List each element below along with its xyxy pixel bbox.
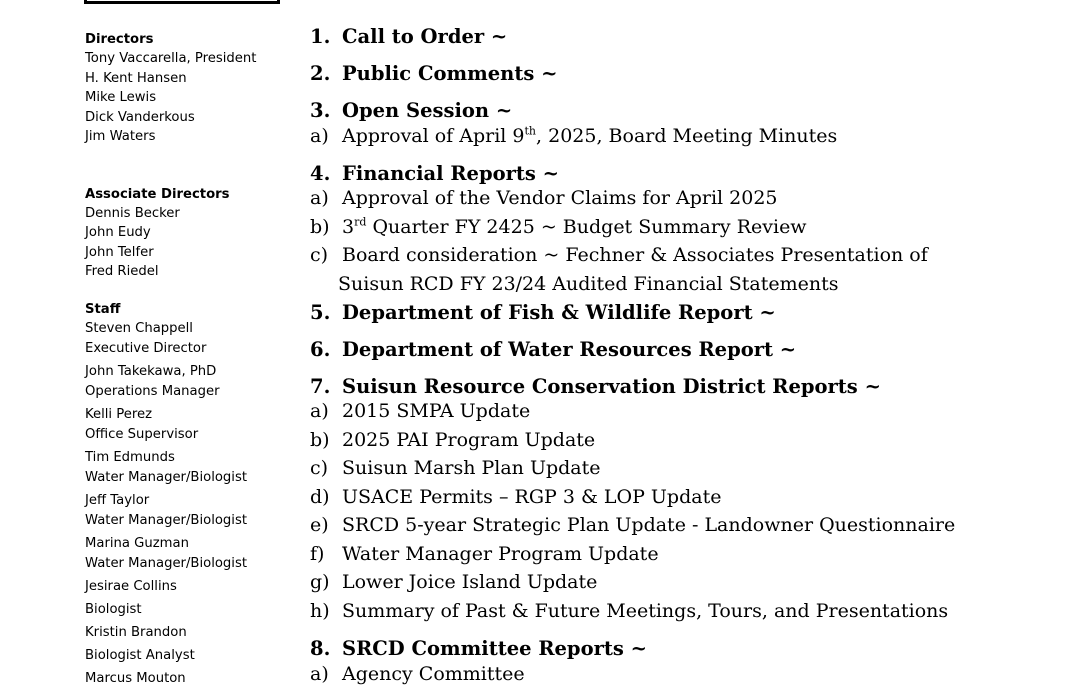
agenda-item-srcd-reports	[310, 375, 881, 398]
agenda-subitem-continuation: Suisun RCD FY 23/24 Audited Financial Statements	[338, 273, 839, 295]
directors-heading: Directors	[85, 32, 154, 47]
agenda-subitem	[310, 514, 955, 536]
subitem-text: 2025 PAI Program Update	[342, 429, 596, 451]
agenda-item-water-resources	[310, 338, 796, 361]
item-number: 7.	[310, 375, 331, 398]
agenda-subitem	[310, 486, 721, 508]
agenda-subitem	[310, 571, 597, 593]
ordinal-suffix: rd	[354, 215, 367, 229]
director-name: Jim Waters	[85, 129, 156, 144]
staff-name: Kristin Brandon	[85, 624, 187, 640]
item-title: Department of Fish & Wildlife Report ~	[342, 301, 776, 324]
staff-name: Steven Chappell	[85, 320, 193, 336]
subitem-text: Approval of April 9	[342, 125, 525, 147]
staff-role: Water Manager/Biologist	[85, 555, 248, 571]
subitem-text: USACE Permits – RGP 3 & LOP Update	[342, 486, 722, 508]
subitem-text: Approval of the Vendor Claims for April 2025	[342, 187, 778, 209]
subitem-text: Summary of Past & Future Meetings, Tours, and Presentations	[342, 600, 949, 622]
subitem-letter: a)	[310, 400, 329, 422]
subitem-letter: f)	[310, 543, 325, 565]
subitem-letter: g)	[310, 571, 330, 593]
associate-director-name: Fred Riedel	[85, 264, 159, 279]
staff-name: Marina Guzman	[85, 535, 189, 551]
item-number: 6.	[310, 338, 331, 361]
agenda-item-open-session	[310, 99, 512, 122]
staff-name: Kelli Perez	[85, 406, 153, 422]
agenda-item-public-comments	[310, 62, 557, 85]
staff-role: Biologist Analyst	[85, 647, 195, 663]
subitem-text: Suisun Marsh Plan Update	[342, 457, 601, 479]
item-number: 3.	[310, 99, 331, 122]
subitem-text: , 2025, Board Meeting Minutes	[536, 125, 838, 147]
director-name: Tony Vaccarella, President	[85, 51, 257, 66]
item-title: Department of Water Resources Report ~	[342, 338, 797, 361]
subitem-text: Quarter FY 2425 ~ Budget Summary Review	[366, 216, 807, 238]
letterhead-logo-frame	[84, 0, 280, 4]
subitem-letter: d)	[310, 486, 330, 508]
agenda-item-committee-reports	[310, 637, 647, 660]
staff-name: Jeff Taylor	[85, 492, 150, 508]
ordinal-suffix: th	[524, 124, 537, 138]
staff-name: John Takekawa, PhD	[85, 363, 217, 379]
subitem-text: Lower Joice Island Update	[342, 571, 598, 593]
item-title: Open Session ~	[342, 99, 513, 122]
subitem-letter: a)	[310, 187, 329, 209]
associate-directors-section	[85, 185, 285, 282]
agenda-subitem	[310, 125, 837, 147]
staff-role: Office Supervisor	[85, 426, 199, 442]
agenda-item-call-to-order	[310, 25, 507, 48]
item-number: 2.	[310, 62, 331, 85]
director-name: Mike Lewis	[85, 90, 157, 105]
subitem-letter: a)	[310, 125, 329, 147]
subitem-letter: a)	[310, 663, 329, 685]
associate-directors-heading: Associate Directors	[85, 186, 230, 202]
staff-section	[85, 300, 285, 689]
staff-role: Water Manager/Biologist	[85, 512, 248, 528]
subitem-letter: h)	[310, 600, 330, 622]
item-number: 4.	[310, 162, 331, 185]
subitem-text: Water Manager Program Update	[342, 543, 659, 565]
subitem-letter: c)	[310, 244, 329, 266]
agenda-subitem	[310, 216, 807, 238]
subitem-letter: b)	[310, 429, 330, 451]
subitem-text: 2015 SMPA Update	[342, 400, 531, 422]
item-number: 5.	[310, 301, 331, 324]
agenda-subitem	[310, 663, 525, 685]
agenda-subitem	[310, 400, 530, 422]
director-name: H. Kent Hansen	[85, 70, 187, 86]
staff-name: Tim Edmunds	[85, 449, 175, 465]
item-title: Call to Order ~	[342, 25, 508, 48]
subitem-text: Board consideration ~ Fechner & Associates Presentation of	[342, 244, 928, 266]
item-title: Suisun Resource Conservation District Reports ~	[342, 375, 881, 398]
agenda-subitem	[310, 600, 948, 622]
staff-role: Water Manager/Biologist	[85, 469, 248, 485]
associate-director-name: John Telfer	[85, 244, 154, 260]
agenda-subitem	[310, 429, 595, 451]
staff-name: Jesirae Collins	[85, 578, 177, 594]
directors-section	[85, 30, 285, 147]
staff-role: Biologist	[85, 601, 142, 617]
agenda-item-financial-reports	[310, 162, 559, 185]
sidebar-roster	[85, 30, 285, 689]
staff-role: Operations Manager	[85, 383, 220, 399]
agenda-item-fish-wildlife	[310, 301, 776, 324]
staff-heading: Staff	[85, 301, 121, 317]
agenda-subitem	[310, 543, 659, 565]
subitem-letter: e)	[310, 514, 329, 536]
item-title: Public Comments ~	[342, 62, 558, 85]
subitem-letter: b)	[310, 216, 330, 238]
agenda-subitem	[310, 457, 601, 479]
item-number: 1.	[310, 25, 331, 48]
director-name: Dick Vanderkous	[85, 109, 195, 125]
associate-director-name: John Eudy	[85, 225, 151, 240]
subitem-text: Agency Committee	[342, 663, 525, 685]
agenda-subitem	[310, 187, 778, 209]
staff-role: Executive Director	[85, 340, 207, 356]
subitem-letter: c)	[310, 457, 329, 479]
item-title: Financial Reports ~	[342, 162, 559, 185]
staff-name: Marcus Mouton	[85, 670, 186, 686]
item-title: SRCD Committee Reports ~	[342, 637, 647, 660]
associate-director-name: Dennis Becker	[85, 205, 180, 221]
item-number: 8.	[310, 637, 331, 660]
subitem-text: 3	[342, 216, 355, 238]
subitem-text: SRCD 5-year Strategic Plan Update - Landowner Questionnaire	[342, 514, 956, 536]
agenda-subitem	[310, 244, 928, 266]
